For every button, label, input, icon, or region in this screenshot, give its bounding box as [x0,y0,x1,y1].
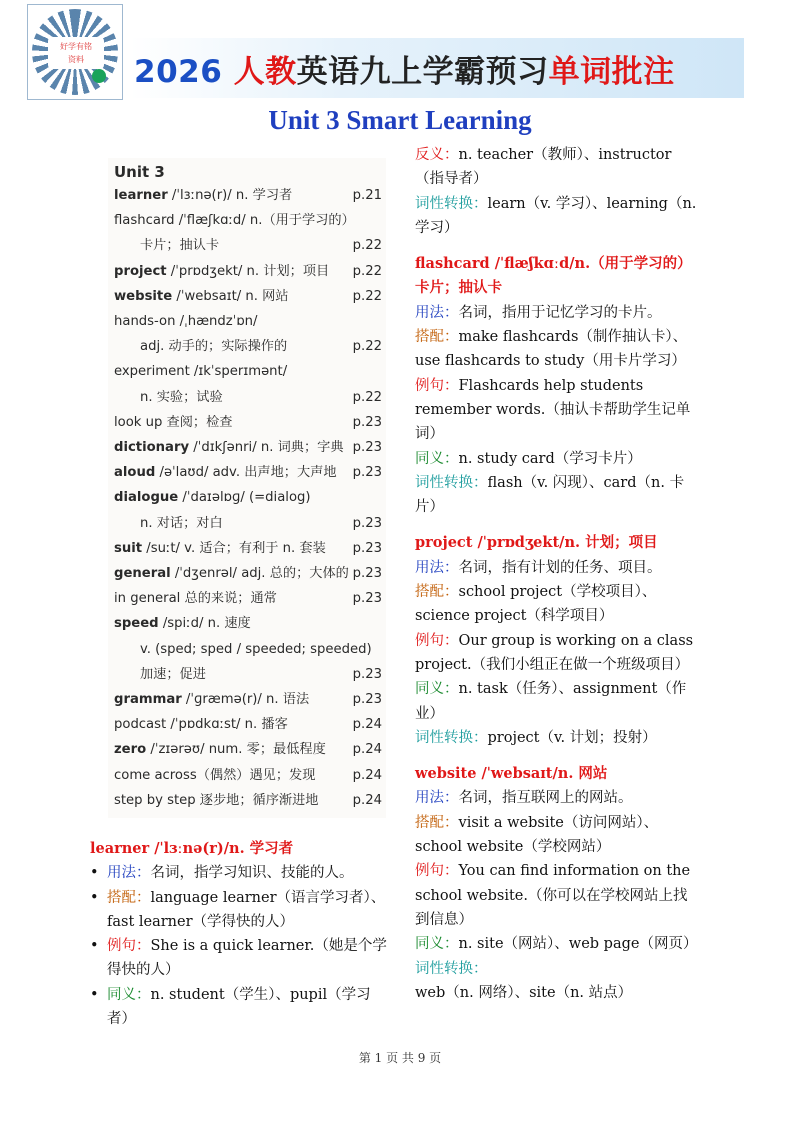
example-text: Flashcards help students remember words.（抽认卡帮助学生记单词） [415,377,691,443]
vocab-page: p.22 [352,288,382,304]
vocab-page: p.22 [352,238,382,254]
usage-text: 名词，指有计划的任务、项目。 [458,559,662,576]
vocab-definition: look up 查阅；检查 [114,414,233,430]
wechat-icon [92,69,106,83]
synonym-line [90,983,390,1032]
conversion-text: web（n. 网络）、site（n. 站点） [415,984,633,1001]
vocab-page: p.23 [352,666,382,682]
entry-headword: project /ˈprɒdʒekt/n. 计划；项目 [415,534,658,552]
title-publisher: 人教 [233,54,297,90]
synonym-label: 同义： [415,681,459,698]
vocab-row [114,512,382,536]
vocab-definition: experiment /ɪkˈsperɪmənt/ [114,364,288,380]
vocab-row [114,461,382,485]
vocab-page: p.23 [352,440,382,455]
vocab-definition: in general 总的来说；通常 [114,591,277,607]
vocab-definition: podcast /ˈpɒdkɑːst/ n. 播客 [114,717,288,733]
vocab-page: p.23 [352,414,382,430]
vocab-row [114,562,382,586]
usage-line [415,301,699,325]
vocab-row [114,436,382,460]
example-text: You can find information on the school website.（你可以在学校网站上找到信息） [415,863,691,928]
vocab-row [114,688,382,712]
conversion-text: project（v. 计划；投射） [487,729,657,746]
conversion-label: 词性转换： [415,960,488,977]
vocab-row [114,764,382,788]
vocab-heading: Unit 3 [114,163,165,181]
antonym-text: n. teacher（教师）、instructor（指导者） [415,147,672,188]
vocab-row [114,209,382,233]
vocab-word: learner [114,188,168,203]
synonym-line [415,447,699,471]
vocab-page: p.23 [352,591,382,607]
vocab-word: dictionary [114,440,190,455]
vocab-definition: /suːt/ v. 适合；有利于 n. 套装 [142,540,326,556]
collocation-label: 搭配： [415,584,459,601]
collocation-text: visit a website（访问网站）、school website（学校网站） [415,814,659,856]
vocab-word: dialogue [114,490,179,506]
conversion-label: 词性转换： [415,195,488,212]
vocab-row [114,587,382,611]
vocab-definition: /spiːd/ n. 速度 [158,616,251,632]
page-footer: 第 1 页 共 9 页 [358,1051,442,1065]
vocab-definition: /ˈprɒdʒekt/ n. 计划；项目 [166,263,330,279]
entry-headword: learner /ˈlɜːnə(r)/n. 学习者 [90,840,294,857]
usage-text: 名词，指互联网上的网站。 [458,790,633,807]
example-text: Our group is working on a class project.（我们小组正在做一个班级项目） [415,632,694,673]
collocation-line [90,886,390,935]
vocab-definition: /ˈzɪərəʊ/ num. 零；最低程度 [146,742,326,758]
vocab-row [114,234,382,258]
example-line [415,374,699,447]
conversion-label: 词性转换： [415,729,488,746]
conversion-line [415,957,699,1006]
qr-label-line1: 好学有铭 [60,42,92,51]
vocab-row [114,713,382,737]
vocab-page: p.23 [352,692,382,707]
vocab-row [114,184,382,208]
example-text: She is a quick learner.（她是个学得快的人） [107,938,387,979]
conversion-line [415,192,699,241]
vocab-definition: hands-on /ˌhændzˈɒn/ [114,314,258,329]
vocab-row [114,310,382,334]
vocab-definition: n. 对话；对白 [140,515,223,531]
vocab-page: p.22 [352,339,382,355]
synonym-text: n. student（学生）、pupil（学习者） [107,986,371,1028]
vocab-row [114,386,382,410]
vocab-definition: /ˈwebsaɪt/ n. 网站 [172,288,289,304]
usage-line [90,861,390,885]
vocab-row [114,638,382,662]
collocation-text: school project（学校项目）、science project（科学项目） [415,584,657,625]
vocab-definition: /ˈlɜːnə(r)/ n. 学习者 [167,188,293,203]
synonym-label: 同义： [415,450,459,467]
vocab-definition: /əˈlaʊd/ adv. 出声地；大声地 [155,465,337,481]
vocab-row [114,360,382,384]
example-line [415,629,699,678]
vocab-page: p.24 [352,742,382,758]
example-line [415,859,699,932]
vocab-definition: /ˈdʒenrəl/ adj. 总的；大体的 [170,566,349,581]
usage-label: 用法： [415,304,459,321]
conversion-text: flash（v. 闪现）、card（n. 卡片） [415,474,685,516]
vocab-page: p.22 [352,263,382,279]
vocab-definition: v. (sped; sped / speeded; speeded) [140,641,372,657]
synonym-label: 同义： [107,986,151,1003]
vocab-row [114,537,382,561]
vocab-row [114,260,382,284]
collocation-label: 搭配： [107,889,151,906]
title-suffix: 单词批注 [548,54,675,90]
synonym-label: 同义： [415,936,459,953]
conversion-line [415,471,699,520]
vocab-page: p.23 [352,540,382,556]
learner-entry [90,837,390,1031]
antonym-label: 反义： [415,147,459,163]
title-main: 英语九上学霸预习 [296,54,549,90]
usage-label: 用法： [107,865,151,882]
vocab-row [114,486,382,510]
usage-text: 名词，指学习知识、技能的人。 [150,865,354,882]
usage-line [415,786,699,810]
usage-line [415,556,699,580]
vocab-page: p.21 [352,188,382,203]
vocab-word: general [114,566,171,581]
vocab-page: p.24 [352,792,382,808]
collocation-text: language learner（语言学习者）、fast learner（学得快的人） [107,889,386,930]
collocation-label: 搭配： [415,329,459,346]
vocab-definition: flashcard /ˈflæʃkɑːd/ n.（用于学习的） [114,213,355,229]
vocab-word: project [114,263,167,279]
usage-label: 用法： [415,790,459,807]
synonym-text: n. task（任务）、assignment（作业） [415,681,687,722]
vocab-definition: n. 实验；试验 [140,389,223,405]
vocab-page: p.23 [352,515,382,531]
collocation-line [415,811,699,860]
vocab-word: suit [114,540,143,556]
vocab-word: grammar [114,692,182,707]
vocab-word: speed [114,616,159,632]
vocab-definition: come across（偶然）遇见；发现 [114,767,316,783]
qr-label [48,37,104,69]
notes-right-column [415,143,699,1005]
antonym-line [415,143,699,192]
example-label: 例句： [107,938,151,955]
unit-title: Unit 3 Smart Learning [268,105,532,135]
conversion-label: 词性转换： [415,474,488,491]
vocab-list [108,158,386,818]
entry-headword: flashcard /ˈflæʃkɑːd/n.（用于学习的）卡片；抽认卡 [415,255,692,297]
vocab-word: zero [114,742,147,758]
vocab-definition: 加速；促进 [140,666,206,682]
vocab-definition: step by step 逐步地；循序渐进地 [114,792,319,808]
synonym-text: n. study card（学习卡片） [458,450,642,467]
collocation-line [415,580,699,629]
vocab-page: p.23 [352,465,382,481]
vocab-row [114,738,382,762]
vocab-row [114,789,382,813]
vocab-page: p.24 [352,717,382,733]
vocab-definition: /ˈdɪkʃənri/ n. 词典；字典 [189,440,344,455]
example-label: 例句： [415,377,459,394]
vocab-row [114,663,382,687]
collocation-text: make flashcards（制作抽认卡）、use flashcards to study（用卡片学习） [415,329,688,370]
conversion-text: learn（v. 学习）、learning（n. 学习） [415,195,697,236]
qr-label-line2: 资料 [68,55,84,64]
synonym-text: n. site（网站）、web page（网页） [458,936,698,953]
vocab-word: aloud [114,465,156,481]
example-line [90,934,390,983]
entry-headword: website /ˈwebsaɪt/n. 网站 [415,765,608,783]
conversion-line [415,726,699,750]
vocab-page: p.23 [352,566,382,581]
usage-text: 名词，指用于记忆学习的卡片。 [458,304,662,321]
collocation-line [415,325,699,374]
qr-code [27,4,123,100]
example-label: 例句： [415,863,459,880]
vocab-row [114,335,382,359]
vocab-row [114,411,382,435]
vocab-row [114,612,382,636]
vocab-page: p.22 [352,389,382,405]
vocab-word: website [114,288,173,304]
title-year: 2026 [134,54,223,90]
usage-label: 用法： [415,559,459,576]
example-label: 例句： [415,632,459,649]
synonym-line [415,677,699,726]
synonym-line [415,932,699,956]
vocab-definition: /ˈɡræmə(r)/ n. 语法 [181,692,310,707]
vocab-definition: /ˈdaɪəlɒɡ/ (=dialog) [178,490,311,506]
vocab-row [114,285,382,309]
vocab-definition: adj. 动手的；实际操作的 [140,339,288,355]
collocation-label: 搭配： [415,814,459,831]
page-banner-title [134,46,675,91]
vocab-definition: 卡片；抽认卡 [140,238,220,254]
vocab-page: p.24 [352,767,382,783]
